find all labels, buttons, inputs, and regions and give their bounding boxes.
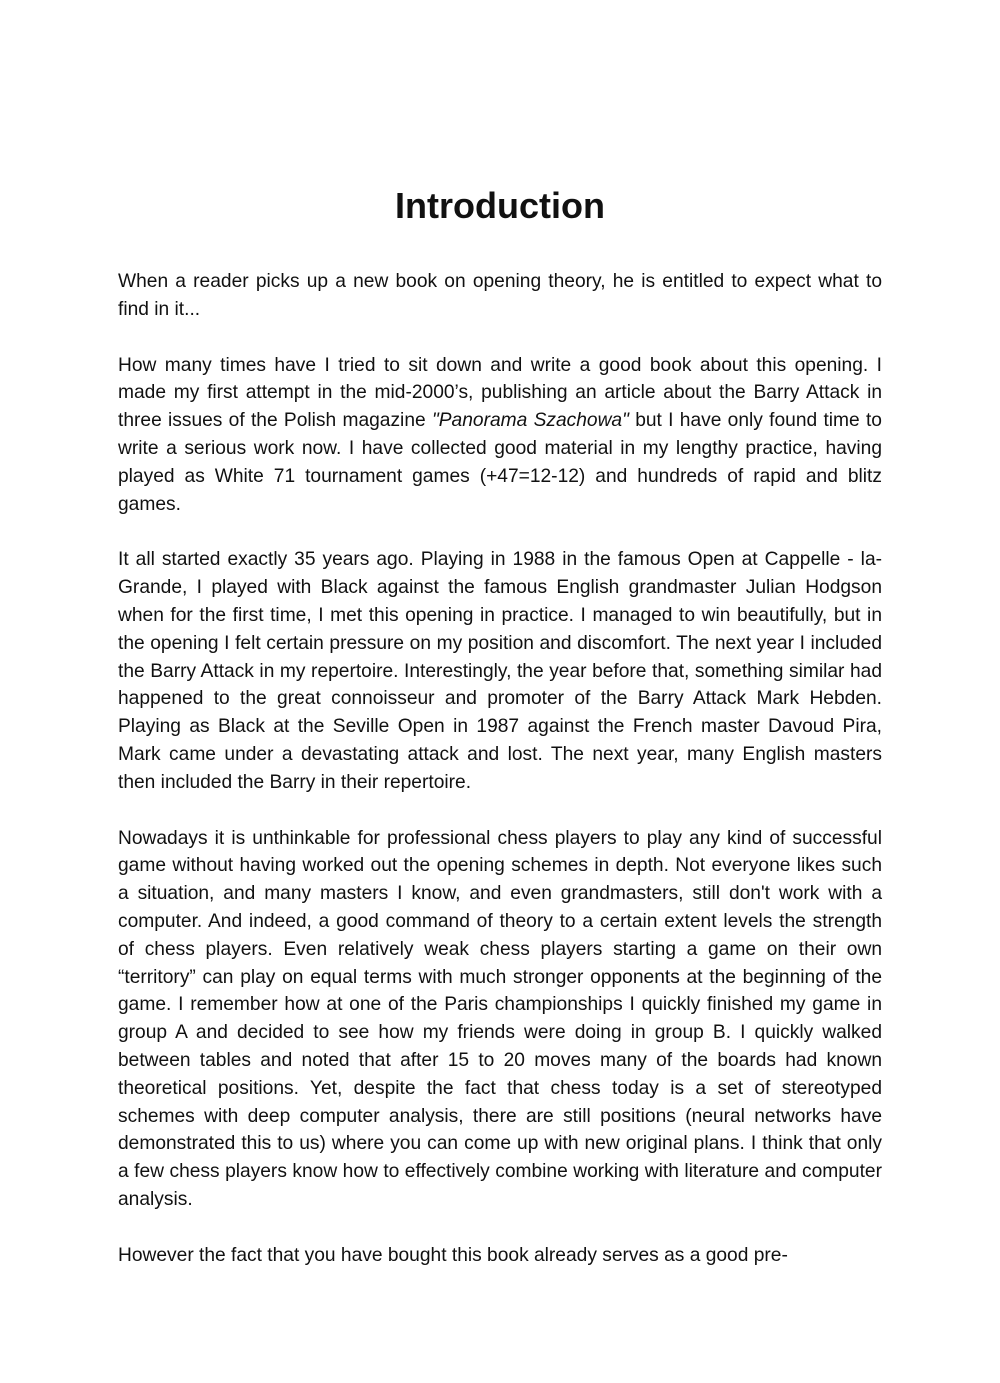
- paragraph-4: Nowadays it is unthinkable for professional chess players to play any kind of successful game without having worked out the opening schemes in depth. Not everyone likes such a situation, and many masters I know, and even grandmasters, still don't work with a computer. And indeed, a good command of theory to a certain extent levels the strength of chess players. Even relatively weak chess players starting a game on their own “territory” can play on equal terms with much stronger opponents at the beginning of the game. I remember how at one of the Paris championships I quickly finished my game in group A and decided to see how my friends were doing in group B. I quickly walked between tables and noted that after 15 to 20 moves many of the boards had known theoretical positions. Yet, despite the fact that chess today is a set of stereotyped schemes with deep computer analysis, there are still positions (neural networks have demonstrated this to us) where you can come up with new original plans. I think that only a few chess players know how to effectively combine working with literature and computer analysis.: [118, 827, 882, 1210]
- paragraph-5: However the fact that you have bought this book already serves as a good pre-: [118, 1244, 788, 1266]
- paragraph-1: When a reader picks up a new book on opening theory, he is entitled to expect what to find in it...: [118, 271, 882, 320]
- page-title: Introduction: [395, 185, 605, 226]
- paragraph-2: [118, 352, 882, 519]
- paragraph-3: It all started exactly 35 years ago. Playing in 1988 in the famous Open at Cappelle - la-Grande, I played with Black against the famous English grandmaster Julian Hodgson when for the first time, I met this opening in practice. I managed to win beautifully, but in the opening I felt certain pressure on my position and discomfort. The next year I included the Barry Attack in my repertoire. Interestingly, the year before that, something similar had happened to the great connoisseur and promoter of the Barry Attack Mark Hebden. Playing as Black at the Seville Open in 1987 against the French master Davoud Pira, Mark came under a devastating attack and lost. The next year, many English masters then included the Barry in their repertoire.: [118, 549, 882, 793]
- body-text: [118, 268, 882, 1298]
- magazine-title: "Panorama Szachowa": [431, 410, 629, 432]
- paragraph-2-text-after: but I have only found time to write a serious work now. I have collected good material in my lengthy practice, having played as White 71 tournament games (+47=12-12) and hundreds of rapid and blitz games.: [118, 410, 882, 515]
- paragraph-2-text-before: How many times have I tried to sit down and write a good book about this opening. I made my first attempt in the mid-2000’s, publishing an article about the Barry Attack in three issues of the Polish magazine: [118, 354, 882, 432]
